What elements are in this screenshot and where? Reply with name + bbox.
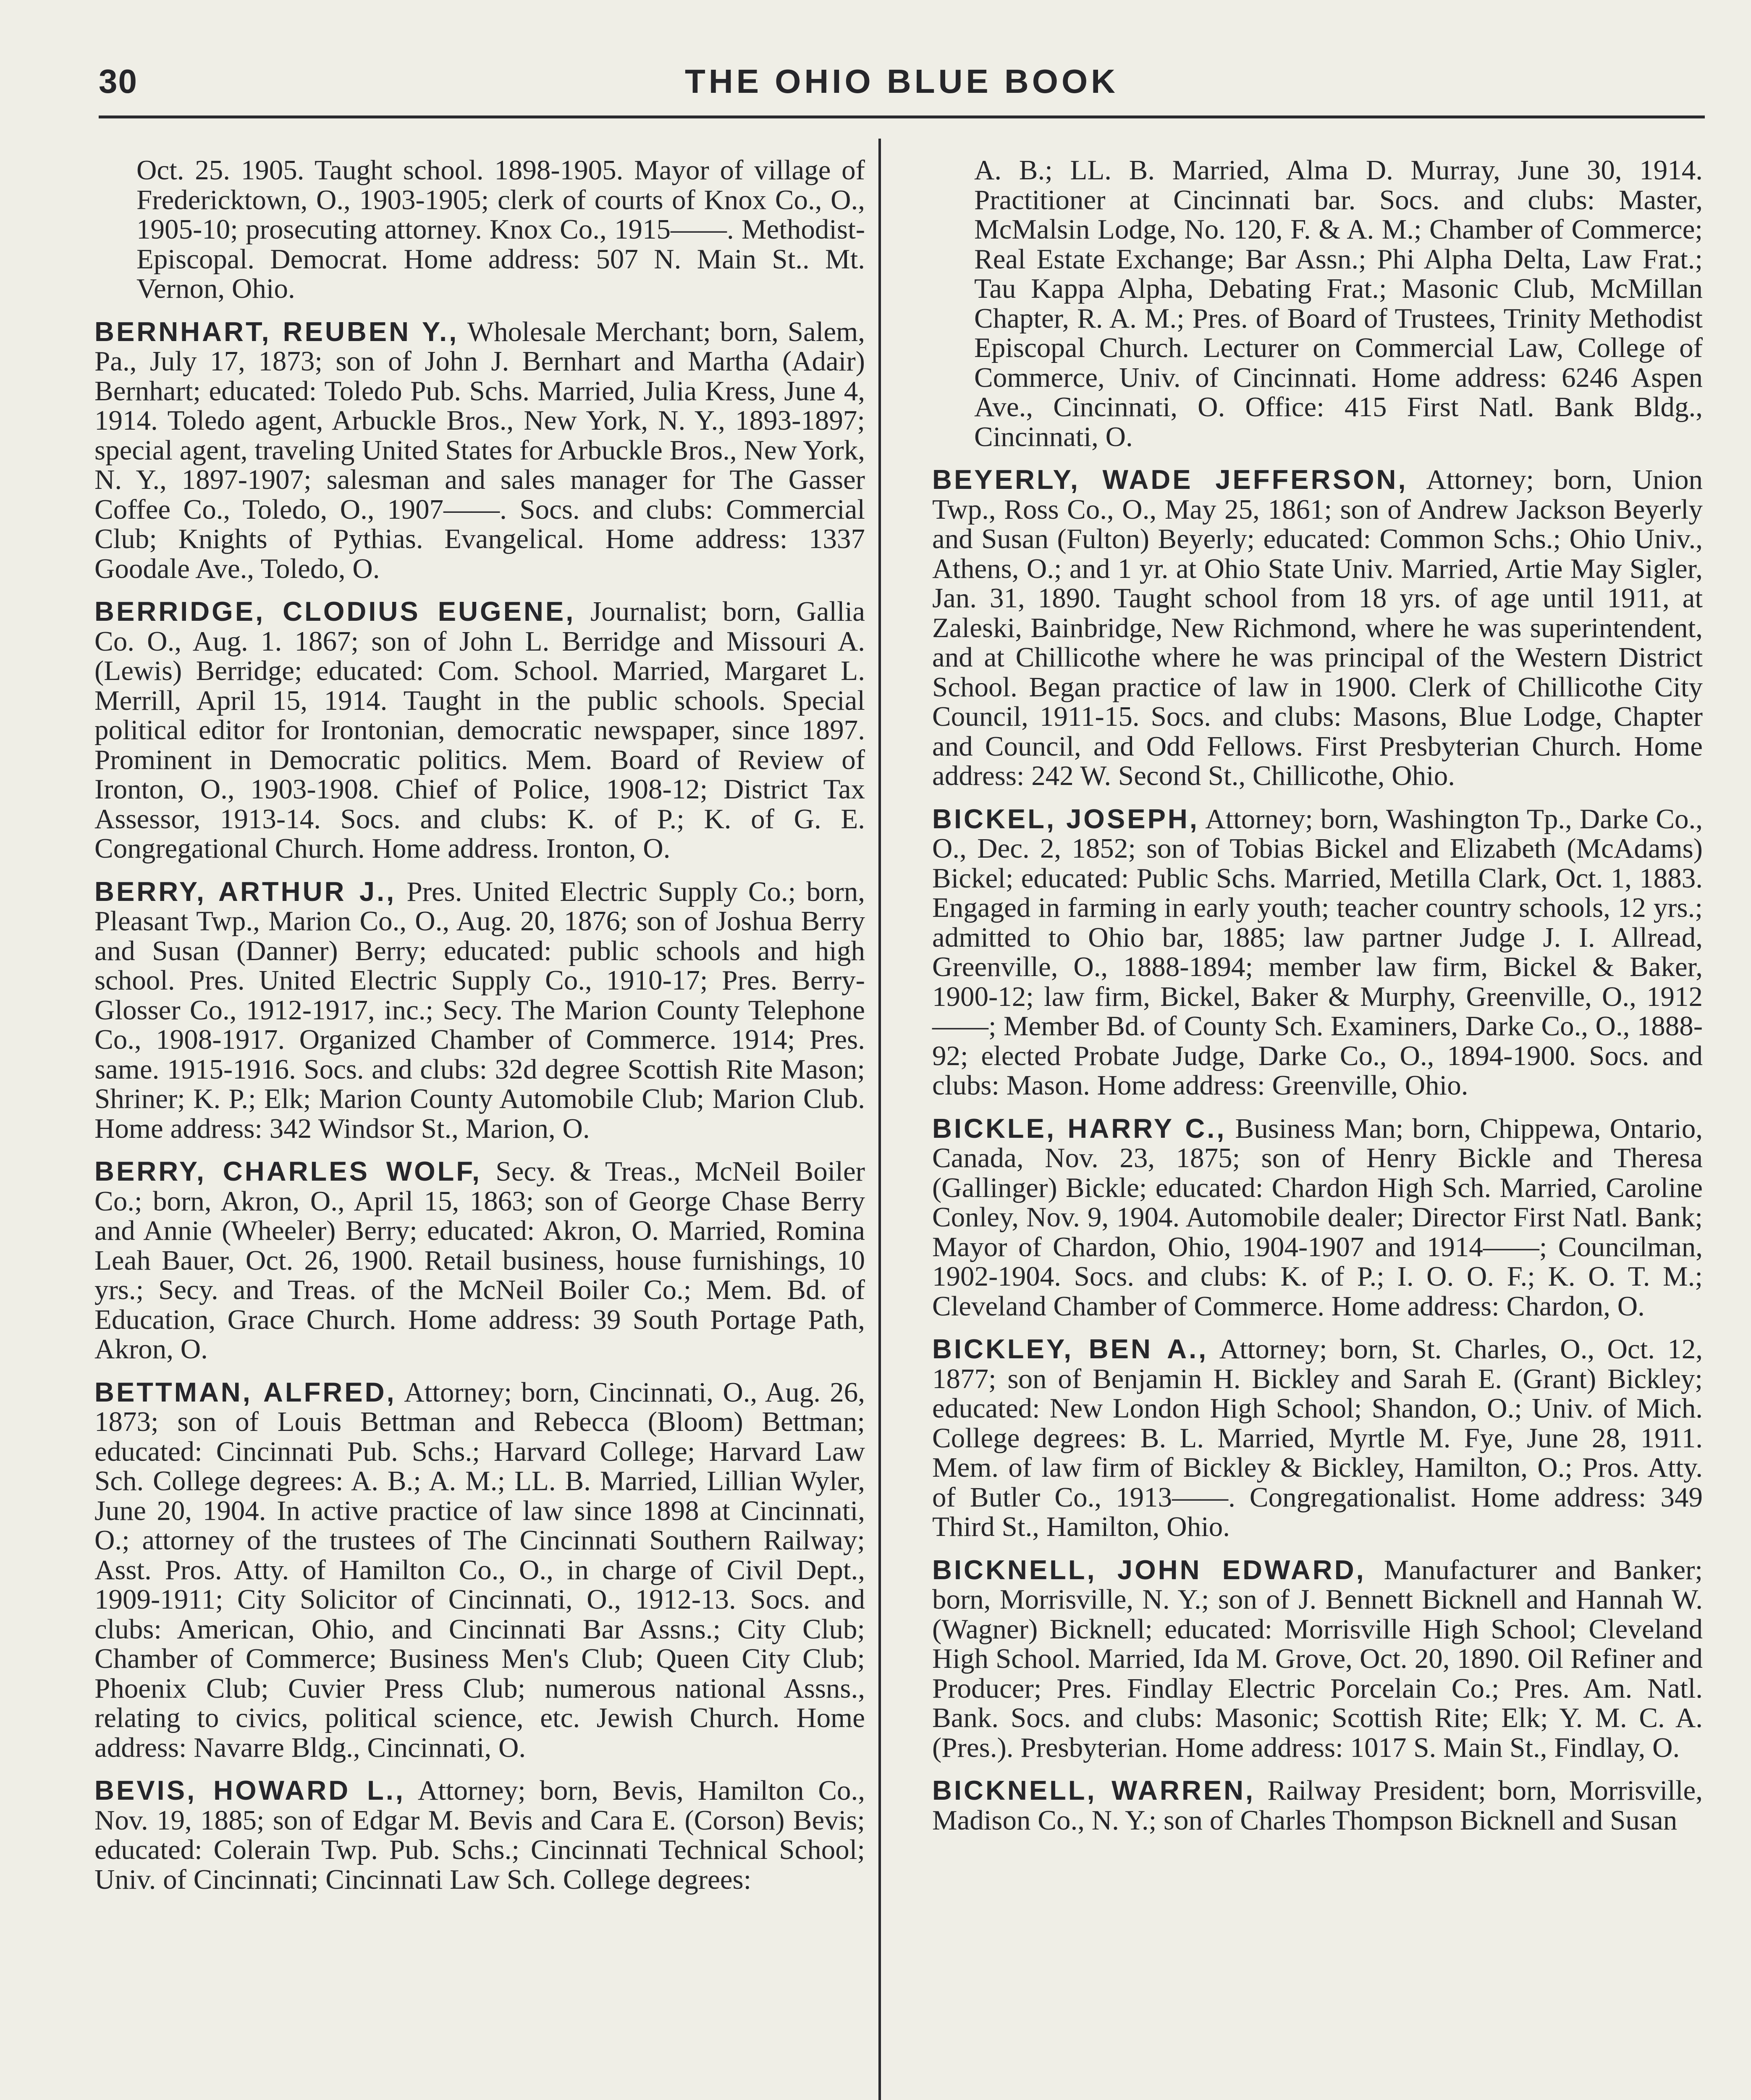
entry-name: BEVIS, HOWARD L., — [94, 1775, 405, 1806]
entry — [94, 1776, 865, 1894]
entry-name: BICKLE, HARRY C., — [932, 1113, 1227, 1144]
right-column — [932, 155, 1703, 1848]
entry — [932, 804, 1703, 1100]
entry — [932, 1555, 1703, 1763]
entry-name: BERRIDGE, CLODIUS EUGENE, — [94, 596, 576, 627]
entry-body: Oct. 25. 1905. Taught school. 1898-1905. Mayor of village of Fredericktown, O., 1903-1905; clerk of courts of Knox Co., O., 1905-10; prosecuting attorney. Knox Co., 1915——. Methodist-Episcopal. Democrat. Home address: 507 N. Main St.. Mt. Vernon, Ohio. — [136, 155, 865, 304]
entry — [932, 1334, 1703, 1542]
entry-body: Manufacturer and Banker; born, Morrisville, N. Y.; son of J. Bennett Bicknell and Hannah W. (Wagner) Bicknell; educated: Morrisville High School; Cleveland High School. Married, Ida M. Grove, Oct. 20, 1890. Oil Refiner and Producer; Pres. Findlay Electric Porcelain Co.; Pres. Am. Natl. Bank. Socs. and clubs: Masonic; Scottish Rite; Elk; Y. M. C. A. (Pres.). Presbyterian. Home address: 1017 S. Main St., Findlay, O. — [932, 1554, 1703, 1763]
entry-name: BERNHART, REUBEN Y., — [94, 316, 459, 347]
entry-body: Secy. & Treas., McNeil Boiler Co.; born, Akron, O., April 15, 1863; son of George Chase Berry and Annie (Wheeler) Berry; educated: Akron, O. Married, Romina Leah Bauer, Oct. 26, 1900. Retail business, house furnishings, 10 yrs.; Secy. and Treas. of the McNeil Boiler Co.; Mem. Bd. of Education, Grace Church. Home address: 39 South Portage Path, Akron, O. — [94, 1156, 865, 1365]
entry — [94, 155, 865, 304]
entry-body: A. B.; LL. B. Married, Alma D. Murray, June 30, 1914. Practitioner at Cincinnati bar. Socs. and clubs: Master, McMalsin Lodge, No. 120, F. & A. M.; Chamber of Commerce; Real Estate Exchange; Bar Assn.; Phi Alpha Delta, Law Frat.; Tau Kappa Alpha, Debating Frat.; Masonic Club, McMillan Chapter, R. A. M.; Pres. of Board of Trustees, Trinity Methodist Episcopal Church. Lecturer on Commercial Law, College of Commerce, Univ. of Cincinnati. Home address: 6246 Aspen Ave., Cincinnati, O. Office: 415 First Natl. Bank Bldg., Cincinnati, O. — [974, 155, 1703, 452]
entry-name: BICKNELL, WARREN, — [932, 1775, 1256, 1806]
entry-body: Attorney; born, Cincinnati, O., Aug. 26, 1873; son of Louis Bettman and Rebecca (Bloom) Bettman; educated: Cincinnati Pub. Schs.; Harvard College; Harvard Law Sch. College degrees: A. B.; A. M.; LL. B. Married, Lillian Wyler, June 20, 1904. In active practice of law since 1898 at Cincinnati, O.; attorney of the trustees of The Cincinnati Southern Railway; Asst. Pros. Atty. of Hamilton Co., O., in charge of Civil Dept., 1909-1911; City Solicitor of Cincinnati, O., 1912-13. Socs. and clubs: American, Ohio, and Cincinnati Bar Assns.; City Club; Chamber of Commerce; Business Men's Club; Queen City Club; Phoenix Club; Cuvier Press Club; numerous national Assns., relating to civics, political science, etc. Jewish Church. Home address: Navarre Bldg., Cincinnati, O. — [94, 1376, 865, 1763]
entry-name: BERRY, CHARLES WOLF, — [94, 1156, 482, 1186]
entry — [932, 1776, 1703, 1835]
entry — [932, 465, 1703, 791]
entry — [94, 877, 865, 1144]
entry-name: BICKLEY, BEN A., — [932, 1334, 1208, 1364]
page-number: 30 — [99, 63, 138, 100]
entry-body: Journalist; born, Gallia Co. O., Aug. 1. 1867; son of John L. Berridge and Missouri A. (Lewis) Berridge; educated: Com. School. Married, Margaret L. Merrill, April 15, 1914. Taught in the public schools. Special political editor for Irontonian, democratic newspaper, since 1897. Prominent in Democratic politics. Mem. Board of Review of Ironton, O., 1903-1908. Chief of Police, 1908-12; District Tax Assessor, 1913-14. Socs. and clubs: K. of P.; K. of G. E. Congregational Church. Home address. Ironton, O. — [94, 596, 865, 864]
running-title: THE OHIO BLUE BOOK — [685, 63, 1119, 100]
header-rule — [99, 116, 1705, 118]
entry-body: Wholesale Merchant; born, Salem, Pa., July 17, 1873; son of John J. Bernhart and Martha (Adair) Bernhart; educated: Toledo Pub. Schs. Married, Julia Kress, June 4, 1914. Toledo agent, Arbuckle Bros., New York, N. Y., 1893-1897; special agent, traveling United States for Arbuckle Bros., New York, N. Y., 1897-1907; salesman and sales manager for The Gasser Coffee Co., Toledo, O., 1907——. Socs. and clubs: Commercial Club; Knights of Pythias. Evangelical. Home address: 1337 Goodale Ave., Toledo, O. — [94, 316, 865, 584]
entry-body: Attorney; born, St. Charles, O., Oct. 12, 1877; son of Benjamin H. Bickley and Sarah E. (Grant) Bickley; educated: New London High School; Shandon, O.; Univ. of Mich. College degrees: B. L. Married, Myrtle M. Fye, June 28, 1911. Mem. of law firm of Bickley & Bickley, Hamilton, O.; Pros. Atty. of Butler Co., 1913——. Congregationalist. Home address: 349 Third St., Hamilton, Ohio. — [932, 1334, 1703, 1542]
entry-name: BICKNELL, JOHN EDWARD, — [932, 1554, 1366, 1585]
entry-body: Railway President; born, Morrisville, Madison Co., N. Y.; son of Charles Thompson Bicknell and Susan — [932, 1775, 1703, 1836]
entry-name: BICKEL, JOSEPH, — [932, 803, 1199, 834]
entry — [932, 1114, 1703, 1321]
entry-body: Attorney; born, Washington Tp., Darke Co., O., Dec. 2, 1852; son of Tobias Bickel and Elizabeth (McAdams) Bickel; educated: Public Schs. Married, Metilla Clark, Oct. 1, 1883. Engaged in farming in early youth; teacher country schools, 12 yrs.; admitted to Ohio bar, 1885; law partner Judge J. I. Allread, Greenville, O., 1888-1894; member law firm, Bickel & Baker, 1900-12; law firm, Bickel, Baker & Murphy, Greenville, O., 1912——; Member Bd. of County Sch. Examiners, Darke Co., O., 1888-92; elected Probate Judge, Darke Co., O., 1894-1900. Socs. and clubs: Mason. Home address: Greenville, Ohio. — [932, 803, 1703, 1101]
entry-name: BEYERLY, WADE JEFFERSON, — [932, 464, 1408, 495]
entry — [932, 155, 1703, 452]
column-divider — [878, 139, 881, 2100]
entry-name: BETTMAN, ALFRED, — [94, 1376, 396, 1407]
entry-body: Attorney; born, Union Twp., Ross Co., O., May 25, 1861; son of Andrew Jackson Beyerly and Susan (Fulton) Beyerly; educated: Common Schs.; Ohio Univ., Athens, O.; and 1 yr. at Ohio State Univ. Married, Artie May Sigler, Jan. 31, 1890. Taught school from 18 yrs. of age until 1911, at Zaleski, Bainbridge, New Richmond, where he was superintendent, and at Chillicothe where he was principal of the Western District School. Began practice of law in 1900. Clerk of Chillicothe City Council, 1911-15. Socs. and clubs: Masons, Blue Lodge, Chapter and Council, and Odd Fellows. First Presbyterian Church. Home address: 242 W. Second St., Chillicothe, Ohio. — [932, 464, 1703, 791]
entry-body: Attorney; born, Bevis, Hamilton Co., Nov. 19, 1885; son of Edgar M. Bevis and Cara E. (Corson) Bevis; educated: Colerain Twp. Pub. Schs.; Cincinnati Technical School; Univ. of Cincinnati; Cincinnati Law Sch. College degrees: — [94, 1775, 865, 1895]
entry — [94, 597, 865, 864]
entry — [94, 1378, 865, 1763]
page-header — [99, 59, 1705, 113]
entry-body: Pres. United Electric Supply Co.; born, Pleasant Twp., Marion Co., O., Aug. 20, 1876; son of Joshua Berry and Susan (Danner) Berry; educated: public schools and high school. Pres. United Electric Supply Co., 1910-17; Pres. Berry-Glosser Co., 1912-1917, inc.; Secy. The Marion County Telephone Co., 1908-1917. Organized Chamber of Commerce. 1914; Pres. same. 1915-1916. Socs. and clubs: 32d degree Scottish Rite Mason; Shriner; K. P.; Elk; Marion County Automobile Club; Marion Club. Home address: 342 Windsor St., Marion, O. — [94, 876, 865, 1144]
left-column — [94, 155, 865, 1908]
entry-body: Business Man; born, Chippewa, Ontario, Canada, Nov. 23, 1875; son of Henry Bickle and Theresa (Gallinger) Bickle; educated: Chardon High Sch. Married, Caroline Conley, Nov. 9, 1904. Automobile dealer; Director First Natl. Bank; Mayor of Chardon, Ohio, 1904-1907 and 1914——; Councilman, 1902-1904. Socs. and clubs: K. of P.; I. O. O. F.; K. O. T. M.; Cleveland Chamber of Commerce. Home address: Chardon, O. — [932, 1113, 1703, 1322]
entry — [94, 317, 865, 584]
entry — [94, 1157, 865, 1364]
entry-name: BERRY, ARTHUR J., — [94, 876, 396, 907]
